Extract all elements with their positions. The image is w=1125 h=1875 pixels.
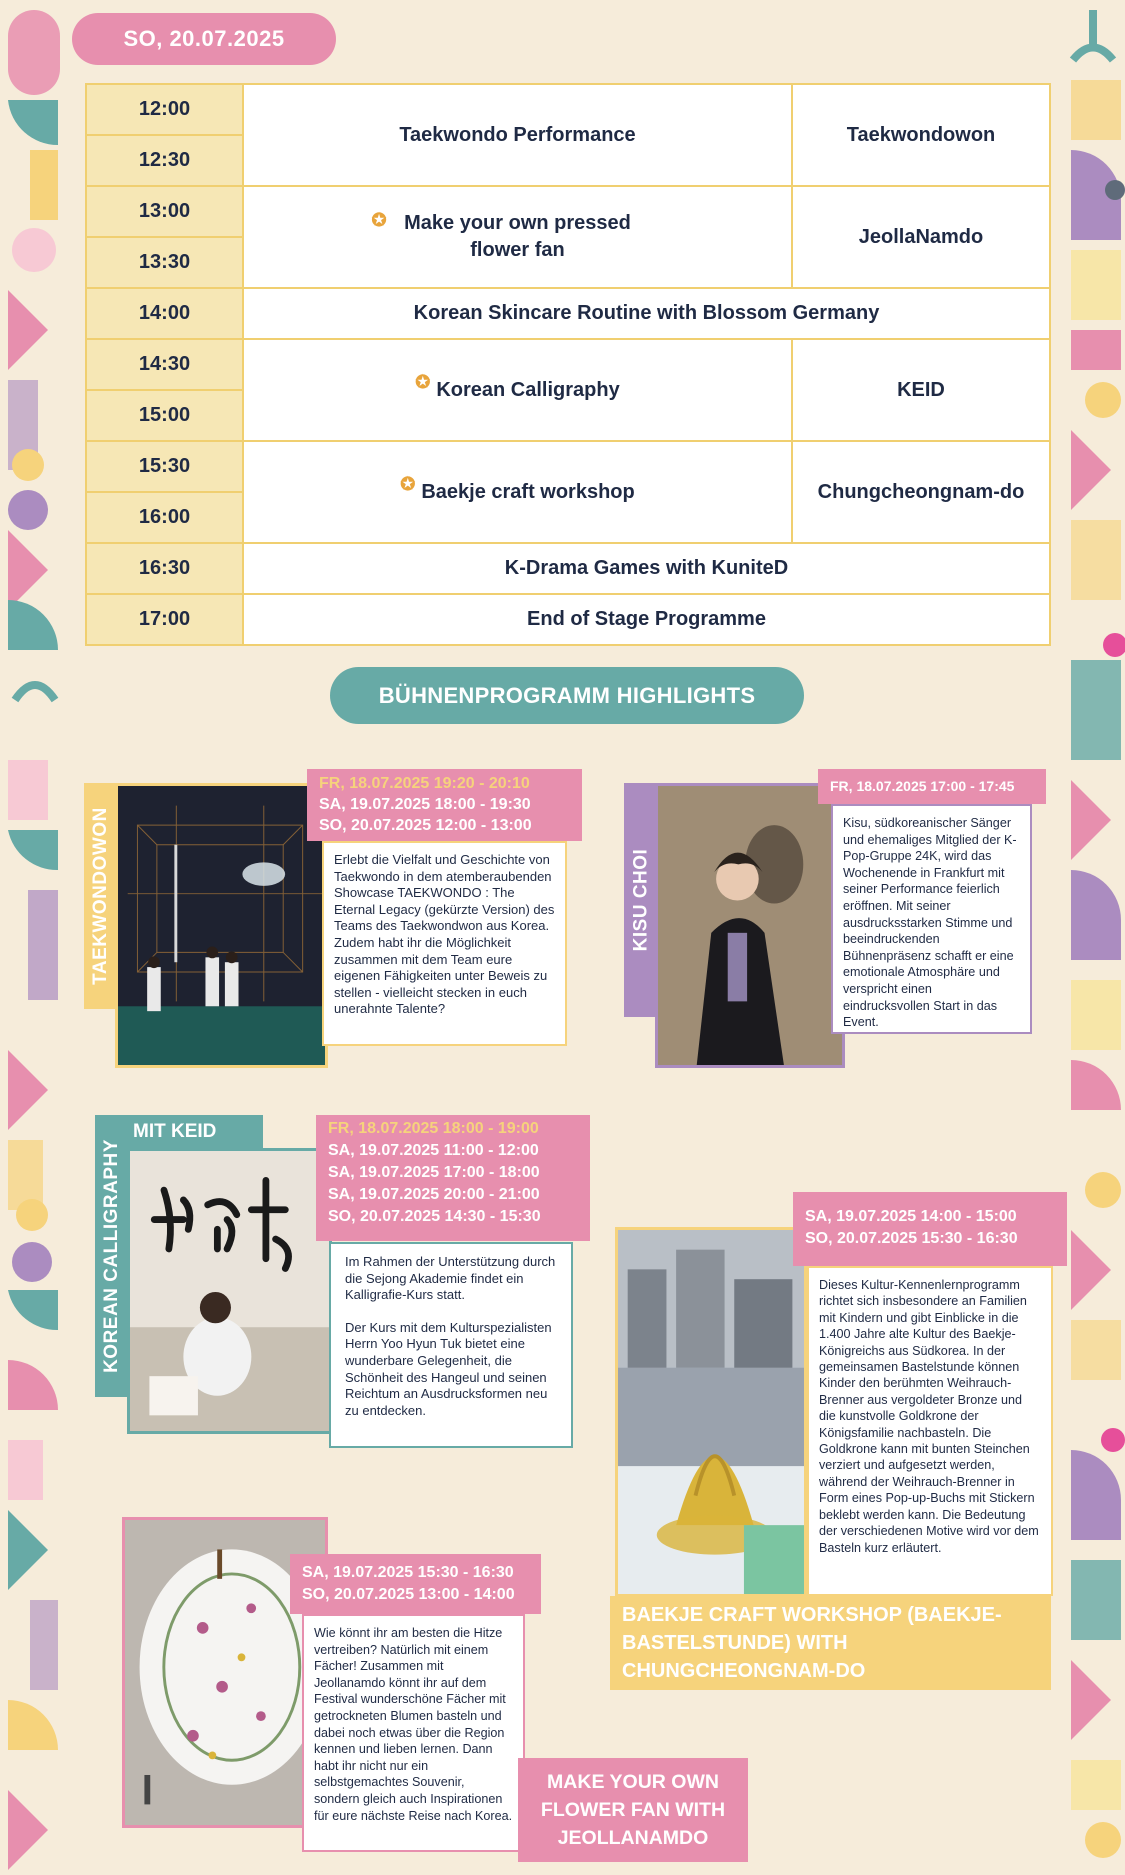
event-location: KEID: [792, 339, 1050, 441]
time-cell: 15:00: [86, 390, 243, 441]
event-title: Taekwondo Performance: [243, 84, 792, 186]
star-icon: ✪: [415, 371, 431, 392]
event-title: Make your own pressed flower fan: [404, 212, 631, 261]
event-title: End of Stage Programme: [243, 594, 1050, 645]
time-cell: 14:00: [86, 288, 243, 339]
calligraphy-sublabel: MIT KEID: [129, 1115, 263, 1150]
baekje-times: SA, 19.07.2025 14:00 - 15:00 SO, 20.07.2025 15:30 - 16:30: [793, 1192, 1067, 1266]
calligraphy-description: Im Rahmen der Unterstützung durch die Sejong Akademie findet ein Kalligrafie-Kurs statt. Der Kurs mit dem Kulturspezialisten Herrn Yoo Hyun Tuk bietet eine wunderbare Gelegenheit, die Schönheit des Hangeul und seinen Reichtum an Ausdrucksformen neu zu entdecken.: [329, 1242, 573, 1448]
highlights-title: BÜHNENPROGRAMM HIGHLIGHTS: [330, 667, 804, 724]
star-icon: ✪: [371, 210, 387, 230]
time-cell: 12:00: [86, 84, 243, 135]
taekwondo-times: FR, 18.07.2025 19:20 - 20:10 SA, 19.07.2025 18:00 - 19:30 SO, 20.07.2025 12:00 - 13:00: [307, 769, 582, 841]
time-cell: 16:00: [86, 492, 243, 543]
event-cell: [243, 186, 792, 288]
taekwondo-label: TAEKWONDOWON: [84, 783, 118, 1009]
taekwondo-photo: [115, 783, 328, 1068]
event-title: Korean Skincare Routine with Blossom Germany: [243, 288, 1050, 339]
calligraphy-photo: [127, 1148, 332, 1434]
event-location: Chungcheongnam-do: [792, 441, 1050, 543]
event-location: Taekwondowon: [792, 84, 1050, 186]
date-badge: SO, 20.07.2025: [72, 13, 336, 65]
table-row: [86, 186, 1050, 237]
kisu-description: Kisu, südkoreanischer Sänger und ehemaliges Mitglied der K-Pop-Gruppe 24K, wird das Wochenende in Frankfurt mit seiner Performance feierlich eröffnen. Mit seiner ausdrucksstarken Stimme und beeindruckenden Bühnenpräsenz schafft er eine emotionale Atmosphäre und verspricht einen eindrucksvollen Start in das Event.: [831, 804, 1032, 1034]
schedule-table: [85, 83, 1051, 646]
event-cell: [243, 441, 792, 543]
taekwondo-description: Erlebt die Vielfalt und Geschichte von Taekwondo in dem atemberaubenden Showcase TAEKWONDO : The Eternal Legacy (gekürzte Version) des Teams des Taekwondwon aus Korea. Zudem habt ihr die Möglichkeit zusammen mit dem Team eure eigenen Fähigkeiten unter Beweis zu stellen - vielleicht stecken in euch unerahnte Talente?: [322, 841, 567, 1046]
event-cell: [243, 339, 792, 441]
kisu-photo: [655, 783, 845, 1068]
time-cell: 17:00: [86, 594, 243, 645]
event-title: K-Drama Games with KuniteD: [243, 543, 1050, 594]
baekje-description: Dieses Kultur-Kennenlernprogramm richtet sich insbesondere an Familien mit Kindern und gibt Einblicke in die 1.400 Jahre alte Kultur des Baekje-Königreichs aus Südkorea. In der gemeinsamen Bastelstunde können Kinder den berühmten Weihrauch-Brenner aus vergoldeter Bronze und die kunstvolle Goldkrone der Königsfamilie nachbasteln. Die Goldkrone kann mit bunten Steinchen verziert und aufgesetzt werden, während der Weihrauch-Brenner in Form eines Pop-up-Buchs mit Stickern beklebt werden kann. Die Bedeutung der verschiedenen Motive wird vor dem Basteln kurz erläutert.: [807, 1266, 1053, 1596]
flower-fan-times: SA, 19.07.2025 15:30 - 16:30 SO, 20.07.2025 13:00 - 14:00: [290, 1554, 541, 1614]
calligraphy-times: FR, 18.07.2025 18:00 - 19:00 SA, 19.07.2025 11:00 - 12:00 SA, 19.07.2025 17:00 - 18:00 SA, 19.07.2025 20:00 - 21:00 SO, 20.07.2025 14:30 - 15:30: [316, 1115, 590, 1241]
flower-fan-description: Wie könnt ihr am besten die Hitze vertreiben? Natürlich mit einem Fächer! Zusammen mit Jeollanamdo könnt ihr auf dem Festival wunderschöne Fächer mit getrockneten Blumen basteln und dabei noch etwas über die Region kennen und lieben lernen. Dann habt ihr nicht nur ein selbstgemachtes Souvenir, sondern gleich auch Inspirationen für eure nächste Reise nach Korea.: [302, 1614, 525, 1852]
time-cell: 12:30: [86, 135, 243, 186]
flower-fan-caption: MAKE YOUR OWN FLOWER FAN WITH JEOLLANAMDO: [518, 1758, 748, 1862]
event-location: JeollaNamdo: [792, 186, 1050, 288]
kisu-times: FR, 18.07.2025 17:00 - 17:45: [818, 769, 1046, 804]
time-cell: 15:30: [86, 441, 243, 492]
time-cell: 13:00: [86, 186, 243, 237]
table-row: [86, 594, 1050, 645]
baekje-photo: [615, 1227, 807, 1597]
left-decorative-border: [0, 0, 62, 1875]
table-row: [86, 339, 1050, 390]
star-icon: ✪: [400, 473, 416, 494]
time-cell: 16:30: [86, 543, 243, 594]
event-title: Baekje craft workshop: [421, 480, 635, 503]
event-title: Korean Calligraphy: [436, 378, 620, 401]
time-cell: 14:30: [86, 339, 243, 390]
time-cell: 13:30: [86, 237, 243, 288]
kisu-label: KISU CHOI: [624, 783, 658, 1017]
table-row: [86, 441, 1050, 492]
table-row: [86, 288, 1050, 339]
calligraphy-label: KOREAN CALLIGRAPHY: [95, 1115, 129, 1397]
right-decorative-border: [1063, 0, 1125, 1875]
table-row: [86, 84, 1050, 135]
baekje-caption: BAEKJE CRAFT WORKSHOP (BAEKJE-BASTELSTUNDE) WITH CHUNGCHEONGNAM-DO: [610, 1596, 1051, 1690]
table-row: [86, 543, 1050, 594]
